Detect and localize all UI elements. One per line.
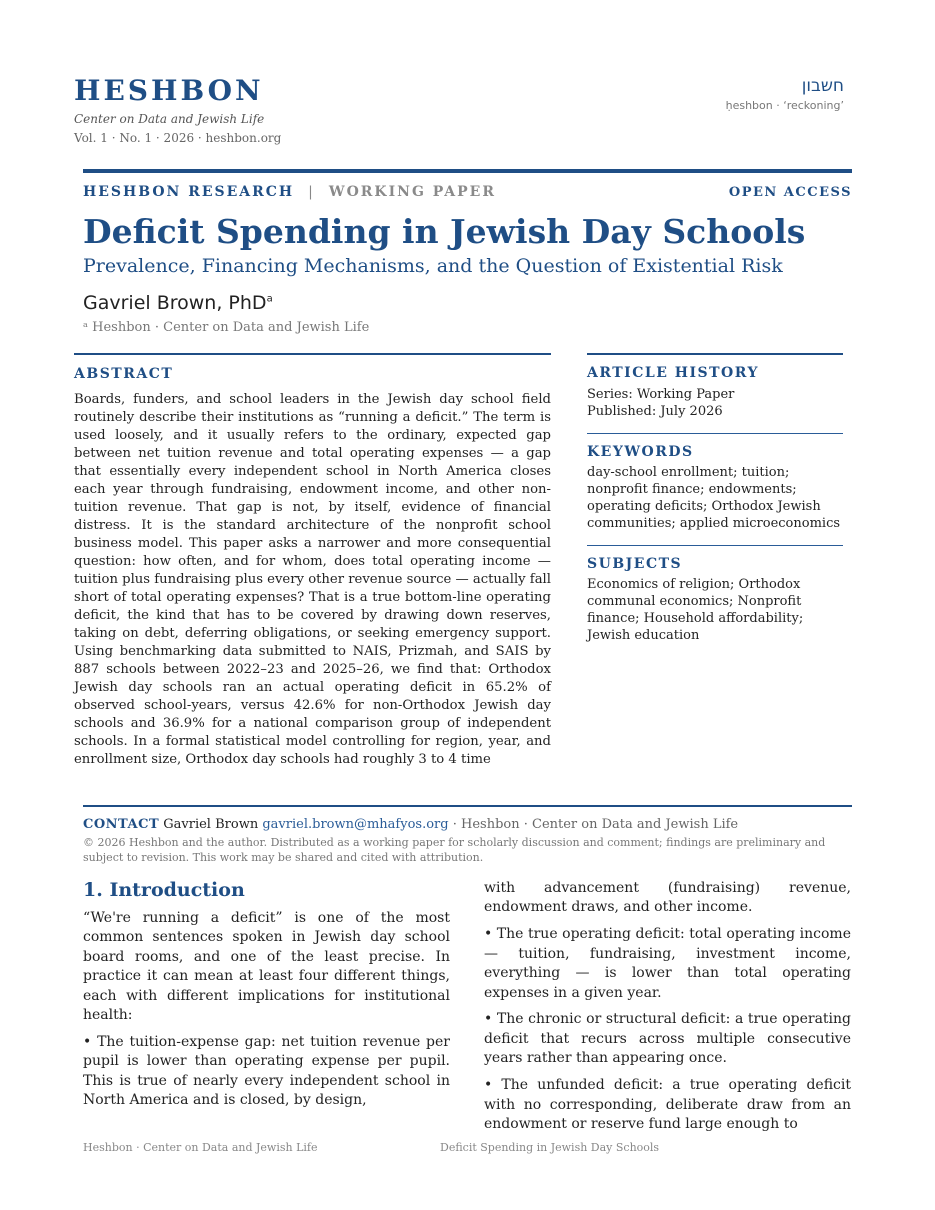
kicker-series: HESHBON RESEARCH	[83, 184, 295, 200]
header-rule	[83, 169, 852, 173]
article-subtitle: Prevalence, Financing Mechanisms, and the Question of Existential Risk	[83, 255, 783, 277]
kicker-type: WORKING PAPER	[328, 184, 496, 200]
volume-info: Vol. 1 · No. 1 · 2026 · heshbon.org	[74, 131, 282, 145]
intro-bullet-true-deficit: • The true operating deficit: total operating income — tuition, fundraising, investment income, everything — is lower than total operating expenses in a given year.	[484, 926, 851, 1001]
contact-name: Gavriel Brown	[163, 817, 259, 832]
author-name-text: Gavriel Brown, PhD	[83, 292, 267, 314]
brand-logo: HESHBON	[74, 74, 264, 107]
intro-bullet-structural-deficit: • The chronic or structural deficit: a true operating deficit that recurs across multiple consecutive years rather than appearing once.	[484, 1011, 851, 1067]
footer-running-title: Deficit Spending in Jewish Day Schools	[440, 1141, 660, 1154]
body-column-left	[83, 909, 450, 1118]
keywords-rule	[587, 433, 843, 434]
history-published: Published: July 2026	[587, 404, 723, 419]
footer-publisher: Heshbon · Center on Data and Jewish Life	[83, 1141, 318, 1154]
contact-label: CONTACT	[83, 817, 160, 832]
author-affiliation: ᵃ Heshbon · Center on Data and Jewish Life	[83, 320, 370, 335]
abstract-text: Boards, funders, and school leaders in the Jewish day school field routinely describe their institutions as “running a deficit.” The term is used loosely, and it usually refers to the ordinary, expected gap between net tuition revenue and total operating expenses — a gap that essentially every independent school in North America closes each year through fundraising, endowment income, and other non-tuition revenue. That gap is not, by itself, evidence of financial distress. It is the standard architecture of the nonprofit school business model. This paper asks a narrower and more consequential question: how often, and for whom, does total operating income — tuition plus fundraising plus every other revenue source — actually fall short of total operating expenses? That is a true bottom-line operating deficit, the kind that has to be covered by drawing down reserves, taking on debt, deferring obligations, or seeking emergency support. Using benchmarking data submitted to NAIS, Prizmah, and SAIS by 887 schools between 2022–23 and 2025–26, we find that: Orthodox Jewish day schools ran an actual operating deficit in 65.2% of observed school-years, versus 42.6% for non-Orthodox Jewish day schools and 36.9% for a national comparison group of independent schools. In a formal statistical model controlling for region, year, and enrollment size, Orthodox day schools had roughly 3 to 4 time	[74, 392, 551, 767]
contact-org: Heshbon · Center on Data and Jewish Life	[461, 817, 739, 832]
history-rule	[587, 353, 843, 355]
contact-rule	[83, 805, 852, 807]
contact-line	[83, 817, 738, 832]
intro-bullet-unfunded-deficit: • The unfunded deficit: a true operating deficit with no corresponding, deliberate draw from an endowment or reserve fund large enough to	[484, 1077, 851, 1132]
abstract-heading: ABSTRACT	[74, 366, 174, 382]
intro-paragraph: “We're running a deficit” is one of the most common sentences spoken in Jewish day school board rooms, and one of the least precise. In practice it can mean at least four different things, each with different implications for institutional health:	[83, 910, 450, 1024]
history-series: Series: Working Paper	[587, 387, 735, 402]
hebrew-wordmark: חשבון	[801, 76, 844, 96]
abstract-rule	[74, 353, 551, 355]
intro-bullet-tuition-gap-continued: with advancement (fundraising) revenue, endowment draws, and other income.	[484, 880, 851, 916]
open-access-badge: OPEN ACCESS	[728, 185, 852, 200]
author-affiliation-mark: a	[266, 293, 273, 305]
keywords-list: day-school enrollment; tuition; nonprofit finance; endowments; operating deficits; Orthodox Jewish communities; applied microeconomics	[587, 465, 841, 531]
hebrew-gloss: ḥeshbon · ‘reckoning’	[725, 99, 844, 112]
subjects-list: Economics of religion; Orthodox communal economics; Nonprofit finance; Household affordability; Jewish education	[587, 577, 804, 643]
author-name	[83, 292, 273, 314]
subjects-heading: SUBJECTS	[587, 556, 683, 572]
kicker-separator: |	[308, 184, 315, 200]
section-heading-introduction: 1. Introduction	[83, 879, 245, 901]
contact-separator: ·	[452, 817, 457, 832]
subjects-rule	[587, 545, 843, 546]
article-kicker	[83, 184, 496, 200]
keywords-heading: KEYWORDS	[587, 444, 694, 460]
history-heading: ARTICLE HISTORY	[587, 365, 759, 381]
article-title: Deficit Spending in Jewish Day Schools	[83, 212, 806, 251]
contact-email-link[interactable]: gavriel.brown@mhafyos.org	[262, 817, 449, 832]
body-column-right	[484, 879, 851, 1142]
brand-tagline: Center on Data and Jewish Life	[74, 112, 265, 126]
copyright-notice: © 2026 Heshbon and the author. Distributed as a working paper for scholarly discussion and comment; findings are preliminary and subject to revision. This work may be shared and cited with attribution.	[83, 836, 826, 864]
intro-bullet-tuition-gap: • The tuition-expense gap: net tuition revenue per pupil is lower than operating expense per pupil. This is true of nearly every independent school in North America and is closed, by design,	[83, 1033, 450, 1109]
